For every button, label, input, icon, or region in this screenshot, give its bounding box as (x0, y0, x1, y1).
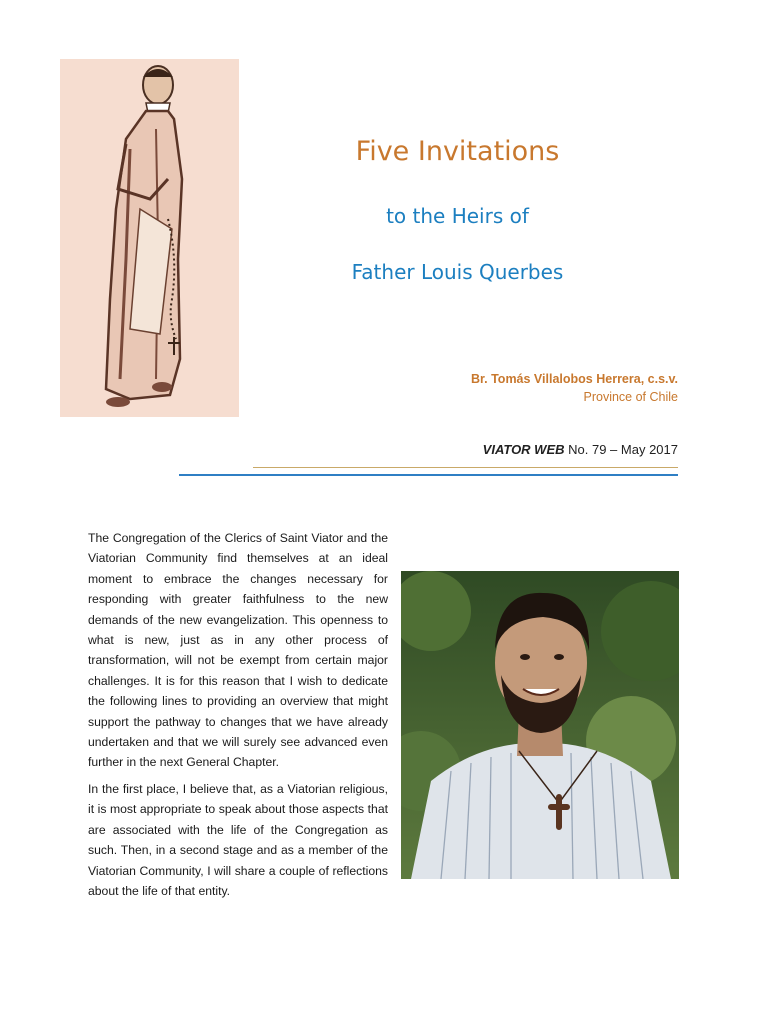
article-subtitle-line2: Father Louis Querbes (351, 260, 564, 284)
querbes-drawing-image (60, 59, 239, 417)
author-block (471, 370, 678, 406)
issue-number: No. 79 – May 2017 (568, 442, 678, 457)
author-name: Br. Tomás Villalobos Herrera, c.s.v. (470, 372, 678, 386)
author-province: Province of Chile (583, 390, 678, 404)
divider-blue (179, 474, 678, 476)
body-paragraph: The Congregation of the Clerics of Saint Viator and the Viatorian Community find themselves at an ideal moment to embrace the changes necessary for responding with greater faithfulness to the new demands of the new evangelization. This openness to what is new, just as in any other process of transformation, will not be exempt from certain major challenges. It is for this reason that I wish to dedicate the following lines to providing an overview that might support the pathway to changes that we have already undertaken and that we will surely see advanced even further in the next General Chapter. (88, 531, 388, 770)
article-title: Five Invitations (355, 136, 560, 167)
body-paragraph: In the first place, I believe that, as a Viatorian religious, it is most appropriate to speak about those aspects that are associated with the life of the Congregation as such. Then, in a second stage and as a member of the Viatorian Community, I will share a couple of reflections about the life of that entity. (88, 781, 388, 898)
article-body (88, 528, 388, 907)
author-photo (401, 571, 679, 879)
publication-name: VIATOR WEB (482, 442, 565, 457)
article-subtitle-line1: to the Heirs of (386, 204, 529, 228)
divider-gold (253, 467, 678, 468)
issue-line (483, 442, 678, 457)
